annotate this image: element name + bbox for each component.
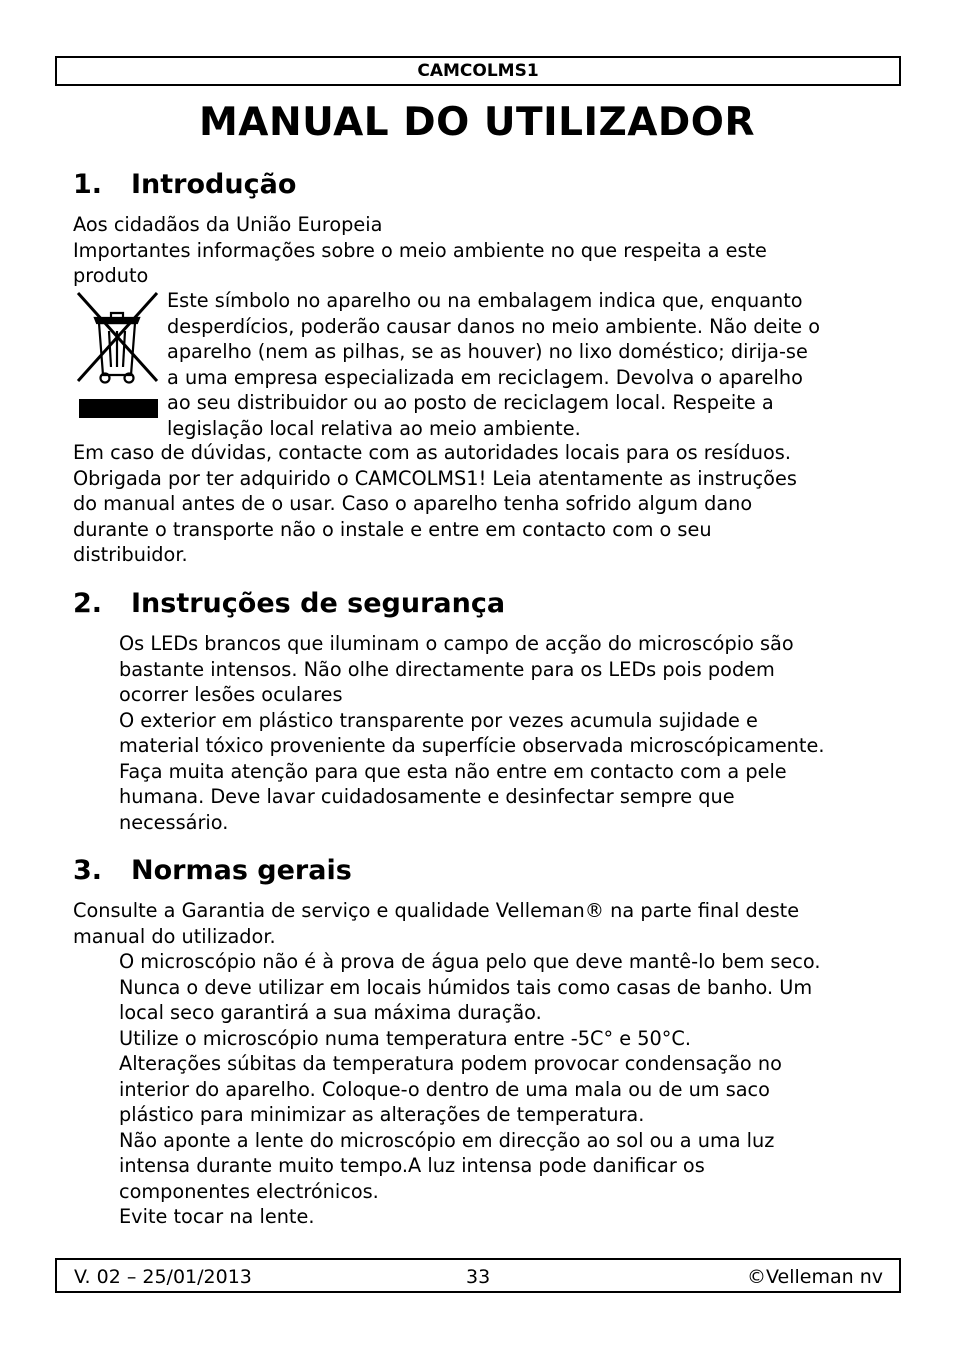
footer-version: V. 02 – 25/01/2013 — [74, 1266, 252, 1288]
section-3-intro — [73, 898, 799, 949]
paragraph-line: Este símbolo no aparelho ou na embalagem indica que, enquanto — [167, 289, 803, 312]
paragraph-line: necessário. — [119, 810, 229, 834]
paragraph-line: humana. Deve lavar cuidadosamente e desinfectar sempre que — [119, 785, 735, 808]
header-model-box — [55, 56, 901, 86]
paragraph-line: local seco garantirá a sua máxima duração. — [119, 1001, 542, 1024]
section-2-title: Instruções de segurança — [131, 588, 506, 619]
paragraph-line: bastante intensos. Não olhe directamente para os LEDs pois podem — [119, 657, 775, 681]
paragraph-line: plástico para minimizar as alterações de temperatura. — [119, 1103, 645, 1126]
paragraph-line: aparelho (nem as pilhas, se as houver) no lixo doméstico; dirija-se — [167, 340, 808, 363]
section-2-heading — [73, 588, 505, 619]
paragraph-line: ao seu distribuidor ou ao posto de reciclagem local. Respeite a — [167, 391, 774, 414]
section-2-body — [119, 631, 824, 835]
paragraph-line: a uma empresa especializada em reciclagem. Devolva o aparelho — [167, 365, 803, 389]
paragraph-line: Não aponte a lente do microscópio em direcção ao sol ou a uma luz — [119, 1128, 775, 1152]
footer — [55, 1258, 901, 1293]
paragraph-line: durante o transporte não o instale e entre em contacto com o seu — [73, 517, 712, 541]
paragraph-line: Importantes informações sobre o meio ambiente no que respeita a este — [73, 238, 767, 262]
section-2-number: 2. — [73, 588, 103, 619]
paragraph-line: Alterações súbitas da temperatura podem provocar condensação no — [119, 1052, 782, 1075]
crossed-out-wheelie-bin-icon — [75, 291, 159, 419]
paragraph-line: do manual antes de o usar. Caso o aparelho tenha sofrido algum dano — [73, 492, 753, 515]
paragraph-line: intensa durante muito tempo.A luz intensa pode danificar os — [119, 1154, 705, 1177]
section-1-body — [73, 440, 797, 568]
weee-notice-text — [167, 288, 820, 441]
section-3-body — [119, 949, 820, 1230]
paragraph-line: Obrigada por ter adquirido o CAMCOLMS1! Leia atentamente as instruções — [73, 466, 797, 490]
paragraph-line: Nunca o deve utilizar em locais húmidos tais como casas de banho. Um — [119, 975, 813, 999]
paragraph-line: distribuidor. — [73, 543, 188, 566]
paragraph-line: Os LEDs brancos que iluminam o campo de acção do microscópio são — [119, 632, 794, 655]
paragraph-line: desperdícios, poderão causar danos no meio ambiente. Não deite o — [167, 314, 821, 338]
page-title: MANUAL DO UTILIZADOR — [199, 100, 755, 145]
paragraph-line: material tóxico proveniente da superfície observada microscópicamente. — [119, 734, 825, 757]
paragraph-line: Consulte a Garantia de serviço e qualidade Velleman® na parte final deste — [73, 899, 800, 922]
footer-page-number: 33 — [466, 1266, 491, 1288]
paragraph-line: Em caso de dúvidas, contacte com as autoridades locais para os resíduos. — [73, 441, 791, 464]
paragraph-line: O exterior em plástico transparente por vezes acumula sujidade e — [119, 708, 758, 732]
section-1-heading — [73, 169, 296, 200]
paragraph-line: ocorrer lesões oculares — [119, 683, 343, 706]
footer-copyright: ©Velleman nv — [747, 1266, 883, 1288]
section-1-intro — [73, 212, 767, 289]
paragraph-line: produto — [73, 264, 149, 287]
paragraph-line: legislação local relativa ao meio ambiente. — [167, 416, 581, 440]
section-3-number: 3. — [73, 855, 103, 886]
header-model: CAMCOLMS1 — [417, 61, 539, 81]
section-3-title: Normas gerais — [131, 855, 352, 886]
paragraph-line: O microscópio não é à prova de água pelo que deve mantê-lo bem seco. — [119, 950, 821, 973]
paragraph-line: manual do utilizador. — [73, 924, 276, 948]
section-1-number: 1. — [73, 169, 103, 200]
paragraph-line: Utilize o microscópio numa temperatura entre -5C° e 50°C. — [119, 1026, 692, 1050]
paragraph-line: componentes electrónicos. — [119, 1179, 379, 1203]
paragraph-line: Evite tocar na lente. — [119, 1205, 315, 1228]
section-1-title: Introdução — [131, 169, 297, 200]
paragraph-line: Faça muita atenção para que esta não entre em contacto com a pele — [119, 759, 787, 783]
section-3-heading — [73, 855, 352, 886]
paragraph-line: Aos cidadãos da União Europeia — [73, 213, 383, 236]
paragraph-line: interior do aparelho. Coloque-o dentro de uma mala ou de um saco — [119, 1077, 770, 1101]
